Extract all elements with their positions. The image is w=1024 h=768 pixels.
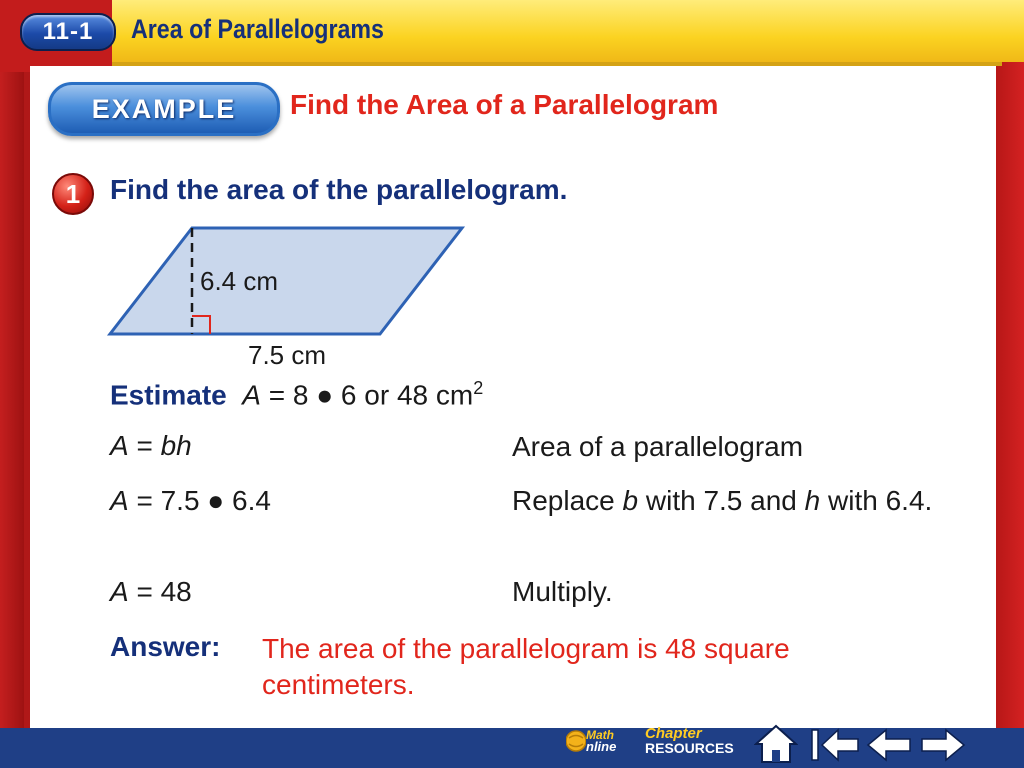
estimate-var: A [242,379,261,411]
estimate-expr: = 8 ● 6 or 48 cm [268,379,474,411]
step-1-eq: = [136,430,161,461]
step-2-reason [512,482,972,519]
answer-text: The area of the parallelogram is 48 square centimeters. [262,633,790,700]
step-1-var: A [110,430,129,461]
base-label: 7.5 cm [248,340,327,370]
step-2-reason-h: h [804,485,821,516]
step-3-reason: Multiply. [512,576,613,607]
example-title: Find the Area of a Parallelogram [290,89,719,120]
parallelogram-shape [110,228,462,334]
math-online-button[interactable] [586,729,616,753]
example-badge: EXAMPLE [48,82,280,136]
frame-left [0,0,24,768]
step-2-equation [110,485,271,517]
answer-label: Answer: [110,631,221,662]
step-1-equation [110,430,192,462]
step-3-eq: = 48 [136,576,192,607]
step-3-equation [110,576,192,608]
first-slide-icon[interactable] [808,726,862,764]
estimate-label: Estimate [110,379,227,411]
step-2-reason-part1: Replace [512,485,623,516]
math-online-line2: nline [586,739,617,754]
step-2-reason-b: b [622,485,639,516]
step-3-var: A [110,576,129,607]
previous-slide-icon[interactable] [866,726,914,764]
parallelogram-figure [100,218,480,370]
step-1-reason: Area of a parallelogram [512,431,804,462]
step-2-reason-part3: with 6.4. [820,485,933,516]
chapter-resources-button[interactable] [645,727,734,755]
step-2-reason-part2: with 7.5 and [638,485,805,516]
step-2-var: A [110,485,129,516]
question-text: Find the area of the parallelogram. [110,174,568,205]
lesson-number-badge: 11-1 [20,13,116,51]
estimate-line [110,378,483,411]
step-2-eq: = 7.5 ● 6.4 [136,485,271,516]
example-number-badge: 1 [52,173,94,215]
step-1-expr: bh [160,430,192,461]
chapter-resources-line2: RESOURCES [645,740,734,756]
lesson-title: Area of Parallelograms [131,14,384,44]
math-online-globe-icon[interactable] [566,726,586,756]
next-slide-icon[interactable] [918,726,966,764]
home-icon[interactable] [754,724,798,764]
height-label: 6.4 cm [200,266,279,296]
math-online-line1: Math [586,728,614,742]
estimate-sup: 2 [473,378,484,398]
frame-right [994,0,1024,768]
chapter-resources-line1: Chapter [645,725,702,742]
